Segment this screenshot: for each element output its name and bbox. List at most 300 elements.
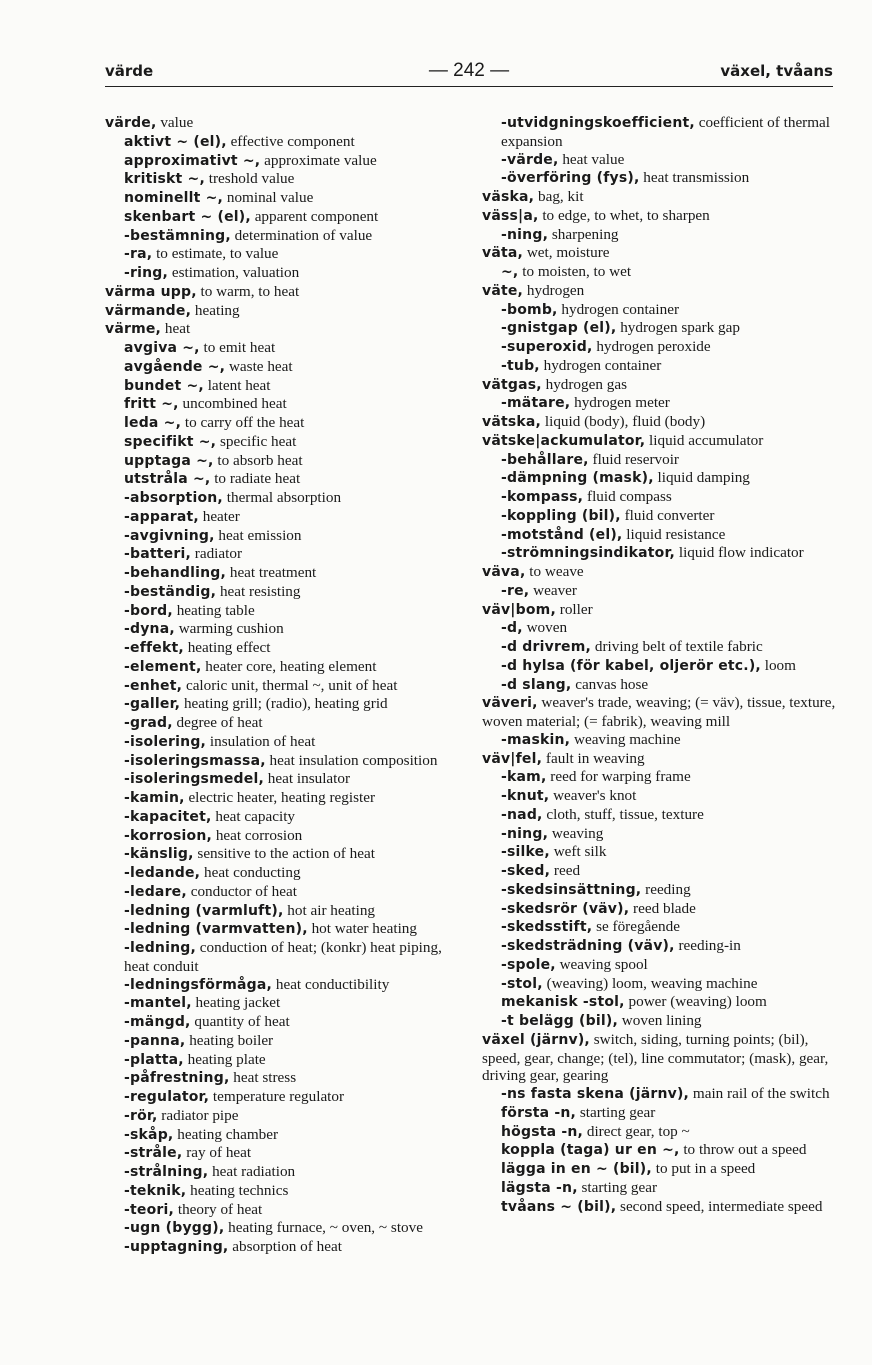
entry-headword: -isolering, <box>124 733 207 750</box>
dictionary-entry <box>482 993 837 1012</box>
entry-definition: heat insulation composition <box>265 751 438 769</box>
dictionary-entry <box>482 282 837 301</box>
entry-definition: determination of value <box>230 226 373 244</box>
dictionary-entry <box>482 1031 837 1085</box>
dictionary-entry <box>482 469 837 488</box>
entry-definition: radiator pipe <box>157 1106 239 1124</box>
header-left-guide-word: värde <box>105 62 154 80</box>
entry-definition: to radiate heat <box>210 470 301 488</box>
entry-definition: waste heat <box>225 357 293 375</box>
entry-headword: -panna, <box>124 1032 186 1049</box>
dictionary-entry <box>105 433 460 452</box>
dictionary-entry <box>482 244 837 263</box>
entry-headword: -värde, <box>501 151 559 168</box>
entry-headword: -absorption, <box>124 490 223 506</box>
entry-headword: -silke, <box>501 844 550 861</box>
entry-headword: -motstånd (el), <box>501 526 623 543</box>
dictionary-entry <box>105 864 460 883</box>
dictionary-entry <box>105 152 460 171</box>
entry-definition: coefficient of thermal expansion <box>501 114 831 150</box>
page-header <box>105 62 833 87</box>
entry-definition: heat emission <box>214 526 302 544</box>
dictionary-entry <box>482 862 837 881</box>
dictionary-entry <box>105 452 460 471</box>
entry-headword: -bord, <box>124 602 173 619</box>
entry-headword: vätske|ackumulator, <box>482 432 646 449</box>
entry-headword: väveri, <box>482 695 538 712</box>
dictionary-entry <box>105 264 460 283</box>
entry-headword: väv|fel, <box>482 750 543 767</box>
dictionary-entry <box>105 752 460 771</box>
entry-definition: reed for warping frame <box>546 768 691 786</box>
entry-definition: heating furnace, ~ oven, ~ stove <box>224 1219 423 1237</box>
dictionary-entry <box>482 900 837 919</box>
dictionary-entry <box>482 526 837 545</box>
entry-headword: värmande, <box>105 302 192 319</box>
entry-definition: to absorb heat <box>213 451 303 469</box>
entry-headword: -bomb, <box>501 301 558 318</box>
entry-headword: -rör, <box>124 1107 158 1124</box>
dictionary-entry <box>105 170 460 189</box>
entry-definition: weaving spool <box>555 955 648 973</box>
entry-headword: -enhet, <box>124 677 183 694</box>
dictionary-entry <box>482 787 837 806</box>
dictionary-entry <box>105 902 460 921</box>
entry-definition: heat <box>161 320 191 338</box>
entry-definition: wet, moisture <box>523 244 610 262</box>
entry-definition: estimation, valuation <box>168 264 300 281</box>
entry-definition: fluid reservoir <box>588 450 679 468</box>
entry-definition: value <box>156 114 194 131</box>
dictionary-entry <box>482 151 837 170</box>
dictionary-entry <box>105 470 460 489</box>
entry-headword: -strömningsindikator, <box>501 545 676 562</box>
entry-headword: -regulator, <box>124 1089 210 1105</box>
dictionary-entry <box>105 883 460 902</box>
dictionary-entry <box>105 789 460 808</box>
entry-headword: aktivt ~ (el), <box>124 133 227 150</box>
dictionary-entry <box>482 956 837 975</box>
entry-definition: weaver <box>529 581 577 599</box>
entry-headword: väss|a, <box>482 207 539 224</box>
dictionary-entry <box>105 114 460 133</box>
entry-definition: apparent component <box>250 207 379 225</box>
dictionary-entry <box>105 827 460 846</box>
dictionary-entry <box>105 302 460 321</box>
dictionary-entry <box>105 695 460 714</box>
entry-headword: ~, <box>501 264 519 280</box>
entry-headword: -ring, <box>124 265 169 281</box>
entry-headword: -dyna, <box>124 621 175 638</box>
entry-headword: -ledningsförmåga, <box>124 976 273 993</box>
dictionary-entry <box>482 768 837 787</box>
left-column <box>105 114 460 1257</box>
entry-definition: electric heater, heating register <box>184 789 376 806</box>
entry-headword: värme, <box>105 321 162 338</box>
entry-definition: loom <box>760 656 796 674</box>
entry-definition: heat conducting <box>200 864 301 881</box>
entry-definition: hydrogen spark gap <box>616 319 740 337</box>
entry-headword: väta, <box>482 245 524 262</box>
dictionary-entry <box>482 563 837 582</box>
entry-definition: direct gear, top ~ <box>583 1122 690 1140</box>
entry-definition: heating boiler <box>185 1031 274 1049</box>
entry-headword: -skedsstift, <box>501 919 593 936</box>
dictionary-entry <box>105 658 460 677</box>
entry-definition: bag, kit <box>534 188 584 205</box>
entry-headword: högsta -n, <box>501 1123 584 1140</box>
entry-definition: starting gear <box>577 1178 658 1196</box>
entry-definition: treshold value <box>204 170 295 188</box>
entry-headword: -tub, <box>501 357 540 374</box>
dictionary-entry <box>482 413 837 432</box>
entry-headword: första -n, <box>501 1104 577 1121</box>
entry-definition: hydrogen container <box>539 356 662 374</box>
entry-headword: värma upp, <box>105 283 197 300</box>
dictionary-entry <box>105 1126 460 1145</box>
dictionary-entry <box>105 508 460 527</box>
entry-headword: -ra, <box>124 246 153 263</box>
entry-headword: -kamin, <box>124 790 185 806</box>
entry-definition: degree of heat <box>172 714 263 731</box>
entry-headword: -skedsrör (väv), <box>501 900 630 917</box>
entry-definition: heat value <box>558 150 625 168</box>
entry-definition: power (weaving) loom <box>624 993 767 1011</box>
dictionary-entry <box>105 583 460 602</box>
entry-headword: -apparat, <box>124 508 199 525</box>
entry-definition: approximate value <box>260 151 377 169</box>
entry-definition: liquid resistance <box>622 525 726 543</box>
entry-definition: sensitive to the action of heat <box>193 845 375 863</box>
entry-headword: upptaga ~, <box>124 452 214 469</box>
entry-definition: effective component <box>226 132 355 150</box>
entry-headword: -ledning (varmluft), <box>124 902 284 919</box>
entry-headword: nominellt ~, <box>124 190 224 206</box>
entry-definition: heating table <box>172 601 255 619</box>
dictionary-entry <box>105 1013 460 1032</box>
entry-definition: liquid (body), fluid (body) <box>541 413 706 430</box>
entry-headword: avgående ~, <box>124 358 226 375</box>
entry-definition: ray of heat <box>182 1144 252 1162</box>
entry-headword: -överföring (fys), <box>501 170 640 187</box>
entry-headword: lägga in en ~ (bil), <box>501 1161 652 1177</box>
right-column <box>482 114 837 1216</box>
entry-headword: väv|bom, <box>482 601 556 618</box>
dictionary-entry <box>482 1179 837 1198</box>
entry-headword: kritiskt ~, <box>124 171 205 188</box>
dictionary-entry <box>482 338 837 357</box>
entry-headword: -spole, <box>501 956 556 973</box>
dictionary-entry <box>482 638 837 657</box>
dictionary-entry <box>482 394 837 413</box>
entry-definition: heat conductibility <box>272 975 390 993</box>
entry-headword: -stråle, <box>124 1145 183 1162</box>
entry-definition: woven <box>522 619 568 637</box>
dictionary-entry <box>105 770 460 789</box>
dictionary-entry <box>105 1144 460 1163</box>
entry-headword: -mätare, <box>501 395 571 412</box>
entry-headword: -ledande, <box>124 865 201 881</box>
entry-headword: -ledare, <box>124 883 187 900</box>
dictionary-entry <box>482 544 837 563</box>
dictionary-entry <box>105 489 460 508</box>
entry-headword: -d, <box>501 620 523 637</box>
dictionary-entry <box>105 733 460 752</box>
dictionary-entry <box>482 806 837 825</box>
entry-definition: se föregående <box>592 918 680 936</box>
entry-definition: heat corrosion <box>212 826 303 844</box>
entry-headword: -koppling (bil), <box>501 507 621 524</box>
entry-headword: avgiva ~, <box>124 340 200 356</box>
entry-definition: quantity of heat <box>190 1013 290 1030</box>
dictionary-entry <box>105 1163 460 1182</box>
dictionary-entry <box>482 975 837 994</box>
entry-headword: -batteri, <box>124 546 191 563</box>
entry-headword: -knut, <box>501 788 550 804</box>
entry-definition: caloric unit, thermal ~, unit of heat <box>182 676 398 694</box>
entry-definition: weaver's knot <box>549 787 637 804</box>
entry-definition: woven lining <box>618 1012 702 1029</box>
dictionary-entry <box>105 845 460 864</box>
dictionary-entry <box>105 245 460 264</box>
entry-definition: switch, siding, turning points; (bil), speed, gear, change; (tel), line commutator; (mask), gear, driving gear, gearing <box>482 1030 829 1085</box>
entry-definition: hot air heating <box>283 901 376 919</box>
entry-definition: absorption of heat <box>228 1238 342 1255</box>
entry-definition: to estimate, to value <box>152 245 279 263</box>
entry-headword: -avgivning, <box>124 527 215 544</box>
entry-definition: cloth, stuff, tissue, texture <box>542 805 704 823</box>
entry-headword: -mängd, <box>124 1014 191 1030</box>
entry-headword: specifikt ~, <box>124 433 217 450</box>
entry-headword: -superoxid, <box>501 339 593 355</box>
entry-definition: liquid flow indicator <box>675 544 804 562</box>
dictionary-entry <box>105 377 460 396</box>
entry-headword: -kam, <box>501 769 547 786</box>
entry-definition: second speed, intermediate speed <box>616 1197 823 1215</box>
dictionary-entry <box>105 1238 460 1257</box>
dictionary-entry <box>105 227 460 246</box>
entry-definition: to put in a speed <box>651 1160 756 1177</box>
entry-headword: -ledning, <box>124 940 196 956</box>
dictionary-entry <box>105 677 460 696</box>
dictionary-entry <box>482 881 837 900</box>
entry-definition: to throw out a speed <box>679 1141 807 1159</box>
entry-definition: reeding-in <box>674 937 741 954</box>
entry-headword: -ning, <box>501 226 549 243</box>
dictionary-entry <box>105 1088 460 1107</box>
dictionary-entry <box>482 188 837 207</box>
dictionary-entry <box>482 1085 837 1104</box>
entry-definition: reeding <box>641 880 691 898</box>
entry-definition: (weaving) loom, weaving machine <box>542 974 758 992</box>
entry-headword: -dämpning (mask), <box>501 470 654 487</box>
dictionary-entry <box>105 358 460 377</box>
entry-headword: -bestämning, <box>124 227 231 244</box>
entry-definition: to carry off the heat <box>181 414 305 431</box>
dictionary-entry <box>105 620 460 639</box>
entry-definition: heat resisting <box>216 582 301 600</box>
entry-definition: heating jacket <box>191 994 281 1012</box>
entry-headword: -känslig, <box>124 846 194 863</box>
entry-definition: conduction of heat; (konkr) heat piping, heat conduit <box>124 939 442 975</box>
entry-definition: warming cushion <box>174 620 284 638</box>
entry-definition: heat insulator <box>264 770 351 788</box>
dictionary-entry <box>105 1107 460 1126</box>
entry-definition: heater core, heating element <box>201 657 377 675</box>
entry-headword: -behandling, <box>124 565 227 581</box>
dictionary-entry <box>105 976 460 995</box>
dictionary-entry <box>105 920 460 939</box>
entry-headword: -ning, <box>501 825 549 842</box>
dictionary-entry <box>482 301 837 320</box>
entry-headword: -ns fasta skena (järnv), <box>501 1086 690 1102</box>
dictionary-entry <box>482 937 837 956</box>
dictionary-entry <box>482 694 837 731</box>
entry-definition: radiator <box>190 545 243 563</box>
entry-definition: main rail of the switch <box>689 1085 830 1102</box>
dictionary-entry <box>105 283 460 302</box>
dictionary-entry <box>105 545 460 564</box>
entry-headword: vätska, <box>482 414 542 430</box>
entry-headword: -ugn (bygg), <box>124 1220 225 1237</box>
entry-definition: hydrogen gas <box>541 375 627 393</box>
entry-definition: nominal value <box>223 189 314 206</box>
entry-headword: -ledning (varmvatten), <box>124 921 308 938</box>
entry-definition: fault in weaving <box>542 749 645 767</box>
entry-headword: väva, <box>482 564 526 580</box>
dictionary-entry <box>482 676 837 695</box>
entry-definition: liquid damping <box>653 469 750 487</box>
dictionary-entry <box>482 319 837 338</box>
dictionary-entry <box>105 939 460 976</box>
dictionary-entry <box>482 582 837 601</box>
entry-definition: specific heat <box>216 432 297 450</box>
entry-headword: skenbart ~ (el), <box>124 208 251 225</box>
dictionary-entry <box>105 133 460 152</box>
entry-headword: -d drivrem, <box>501 639 592 655</box>
entry-headword: lägsta -n, <box>501 1179 578 1196</box>
entry-definition: fluid converter <box>620 506 715 524</box>
entry-headword: vätgas, <box>482 376 542 393</box>
entry-definition: weaver's trade, weaving; (= väv), tissue, texture, woven material; (= fabrik), weaving mill <box>482 694 836 730</box>
entry-definition: weaving <box>548 824 604 842</box>
dictionary-entry <box>482 731 837 750</box>
dictionary-entry <box>482 488 837 507</box>
entry-definition: heating chamber <box>173 1125 279 1143</box>
entry-definition: temperature regulator <box>209 1088 345 1105</box>
dictionary-entry <box>105 320 460 339</box>
dictionary-entry <box>482 451 837 470</box>
entry-definition: roller <box>555 600 593 618</box>
dictionary-entry <box>105 1069 460 1088</box>
dictionary-entry <box>482 357 837 376</box>
entry-definition: to weave <box>525 563 584 580</box>
entry-definition: driving belt of textile fabric <box>591 638 763 655</box>
entry-headword: -isoleringsmassa, <box>124 752 266 769</box>
entry-headword: -påfrestning, <box>124 1070 230 1087</box>
dictionary-entry <box>482 1104 837 1123</box>
dictionary-entry <box>482 114 837 151</box>
entry-definition: to emit heat <box>199 339 276 356</box>
dictionary-entry <box>105 808 460 827</box>
dictionary-entry <box>482 1012 837 1031</box>
entry-definition: to edge, to whet, to sharpen <box>538 206 710 224</box>
entry-headword: -kapacitet, <box>124 808 212 825</box>
dictionary-entry <box>105 564 460 583</box>
entry-definition: heating plate <box>183 1050 266 1068</box>
entry-definition: heat stress <box>229 1069 297 1087</box>
dictionary-entry <box>105 714 460 733</box>
entry-headword: utstråla ~, <box>124 471 211 488</box>
dictionary-entry <box>482 263 837 282</box>
dictionary-entry <box>105 1051 460 1070</box>
entry-definition: hydrogen meter <box>570 394 670 412</box>
dictionary-entry <box>482 1141 837 1160</box>
entry-headword: -d hylsa (för kabel, oljerör etc.), <box>501 657 761 674</box>
entry-headword: -sked, <box>501 863 551 879</box>
entry-headword: -upptagning, <box>124 1239 229 1255</box>
entry-headword: -stol, <box>501 975 543 992</box>
dictionary-entry <box>105 527 460 546</box>
dictionary-entry <box>105 395 460 414</box>
entry-headword: -element, <box>124 658 202 675</box>
entry-headword: väska, <box>482 189 535 205</box>
entry-headword: -platta, <box>124 1051 184 1068</box>
entry-headword: -nad, <box>501 806 543 823</box>
entry-definition: fluid compass <box>583 488 672 505</box>
entry-definition: conductor of heat <box>186 882 297 900</box>
entry-definition: heating technics <box>186 1181 289 1199</box>
entry-definition: thermal absorption <box>222 489 342 506</box>
entry-definition: heat treatment <box>226 564 317 581</box>
dictionary-entry <box>105 994 460 1013</box>
entry-definition: sharpening <box>548 225 619 243</box>
entry-headword: -korrosion, <box>124 827 213 844</box>
entry-definition: heater <box>198 507 240 525</box>
entry-headword: värde, <box>105 115 157 131</box>
page-number: — 242 — <box>428 60 510 81</box>
entry-definition: weft silk <box>549 843 607 861</box>
dictionary-entry <box>482 1123 837 1142</box>
entry-headword: -re, <box>501 582 530 599</box>
entry-headword: -galler, <box>124 696 181 713</box>
dictionary-entry <box>105 189 460 208</box>
entry-headword: -maskin, <box>501 731 571 748</box>
dictionary-entry <box>105 339 460 358</box>
entry-headword: -teori, <box>124 1201 175 1218</box>
entry-definition: uncombined heat <box>178 395 287 413</box>
entry-headword: -skedsträdning (väv), <box>501 938 675 954</box>
entry-definition: hydrogen <box>523 281 585 299</box>
entry-headword: -gnistgap (el), <box>501 320 617 337</box>
entry-definition: liquid accumulator <box>645 431 764 449</box>
dictionary-entry <box>482 619 837 638</box>
entry-headword: -effekt, <box>124 640 184 656</box>
entry-headword: koppla (taga) ur en ~, <box>501 1142 680 1159</box>
entry-headword: leda ~, <box>124 415 182 431</box>
entry-definition: heat transmission <box>639 169 750 187</box>
entry-headword: bundet ~, <box>124 377 204 394</box>
entry-headword: -mantel, <box>124 995 192 1012</box>
dictionary-entry <box>105 1201 460 1220</box>
dictionary-entry <box>105 1032 460 1051</box>
entry-headword: växel (järnv), <box>482 1031 590 1048</box>
dictionary-entry <box>105 602 460 621</box>
dictionary-entry <box>105 1182 460 1201</box>
entry-headword: tvåans ~ (bil), <box>501 1198 617 1215</box>
dictionary-entry <box>482 226 837 245</box>
entry-definition: heat radiation <box>208 1163 296 1180</box>
